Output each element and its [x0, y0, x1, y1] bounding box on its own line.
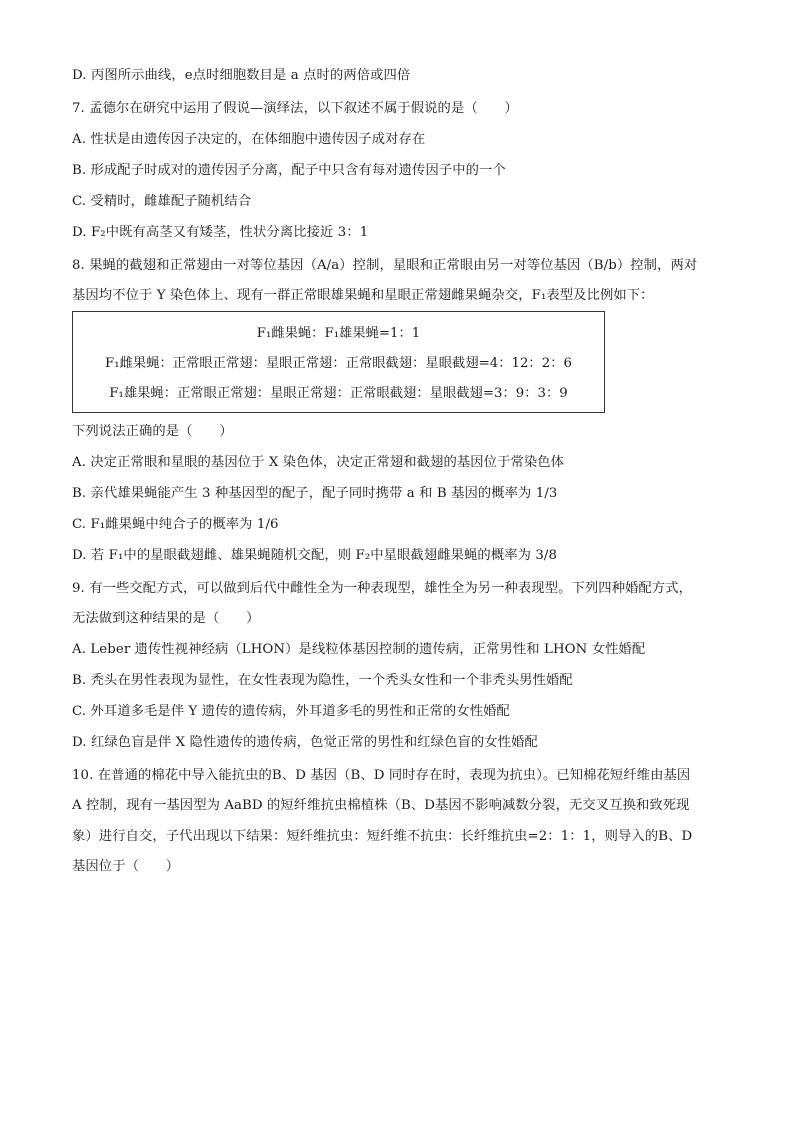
q8-stem-line-2: 基因均不位于 Y 染色体上、现有一群正常眼雄果蝇和星眼正常翅雌果蝇杂交，F₁表型及比例如下：	[72, 288, 654, 303]
q7-option-c: C. 受精时，雌雄配子随机结合	[72, 194, 252, 209]
q8-option-c: C. F₁雌果蝇中纯合子的概率为 1/6	[72, 517, 279, 532]
q7-option-a: A. 性状是由遗传因子决定的，在体细胞中遗传因子成对存在	[72, 132, 426, 147]
q9-option-a: A. Leber 遗传性视神经病（LHON）是线粒体基因控制的遗传病，正常男性和 LHON 女性婚配	[72, 642, 646, 657]
q10-stem-line-2: A 控制，现有一基因型为 AaBD 的短纤维抗虫棉植株（B、D基因不影响减数分裂，无交叉互换和致死现	[72, 798, 690, 813]
q7-option-b: B. 形成配子时成对的遗传因子分离，配子中只含有每对遗传因子中的一个	[72, 163, 506, 178]
q8-option-b: B. 亲代雄果蝇能产生 3 种基因型的配子，配子同时携带 a 和 B 基因的概率为 1/3	[72, 486, 558, 501]
q9-option-d: D. 红绿色盲是伴 X 隐性遗传的遗传病，色觉正常的男性和红绿色盲的女性婚配	[72, 735, 538, 750]
q8-question: 下列说法正确的是（ ）	[72, 424, 233, 439]
q9-stem-line-1: 9. 有一些交配方式，可以做到后代中雌性全为一种表现型，雄性全为另一种表现型。下列四种婚配方式，	[72, 581, 693, 596]
q10-stem-line-1: 10. 在普通的棉花中导入能抗虫的B、D 基因（B、D 同时存在时，表现为抗虫）。已知棉花短纤维由基因	[72, 768, 691, 783]
table-row-female-ratio: F₁雌果蝇：正常眼正常翅：星眼正常翅：正常眼截翅：星眼截翅=4：12：2：6	[105, 356, 572, 371]
q8-stem-line-1: 8. 果蝇的截翅和正常翅由一对等位基因（A/a）控制，星眼和正常眼由另一对等位基因（B/b）控制，两对	[72, 258, 698, 273]
q8-results-table	[72, 311, 605, 413]
q7-stem: 7. 孟德尔在研究中运用了假说—演绎法，以下叙述不属于假说的是（ ）	[72, 101, 518, 116]
q9-stem-line-2: 无法做到这种结果的是（ ）	[72, 611, 260, 626]
q9-option-c: C. 外耳道多毛是伴 Y 遗传的遗传病，外耳道多毛的男性和正常的女性婚配	[72, 704, 510, 719]
q7-option-d: D. F₂中既有高茎又有矮茎，性状分离比接近 3：1	[72, 225, 369, 240]
table-row-sex-ratio: F₁雌果蝇：F₁雄果蝇=1：1	[256, 326, 421, 341]
q8-option-a: A. 决定正常眼和星眼的基因位于 X 染色体，决定正常翅和截翅的基因位于常染色体	[72, 455, 565, 470]
q6-option-d: D. 丙图所示曲线，e点时细胞数目是 a 点时的两倍或四倍	[72, 68, 411, 83]
q8-option-d: D. 若 F₁中的星眼截翅雌、雄果蝇随机交配，则 F₂中星眼截翅雌果蝇的概率为 3/8	[72, 548, 558, 563]
table-row-male-ratio: F₁雄果蝇：正常眼正常翅：星眼正常翅：正常眼截翅：星眼截翅=3：9：3：9	[109, 386, 568, 401]
q10-stem-line-3: 象）进行自交，子代出现以下结果：短纤维抗虫：短纤维不抗虫：长纤维抗虫=2：1：1，则导入的B、D	[72, 829, 693, 844]
q9-option-b: B. 秃头在男性表现为显性，在女性表现为隐性，一个秃头女性和一个非秃头男性婚配	[72, 673, 573, 688]
q10-stem-line-4: 基因位于（ ）	[72, 859, 180, 874]
